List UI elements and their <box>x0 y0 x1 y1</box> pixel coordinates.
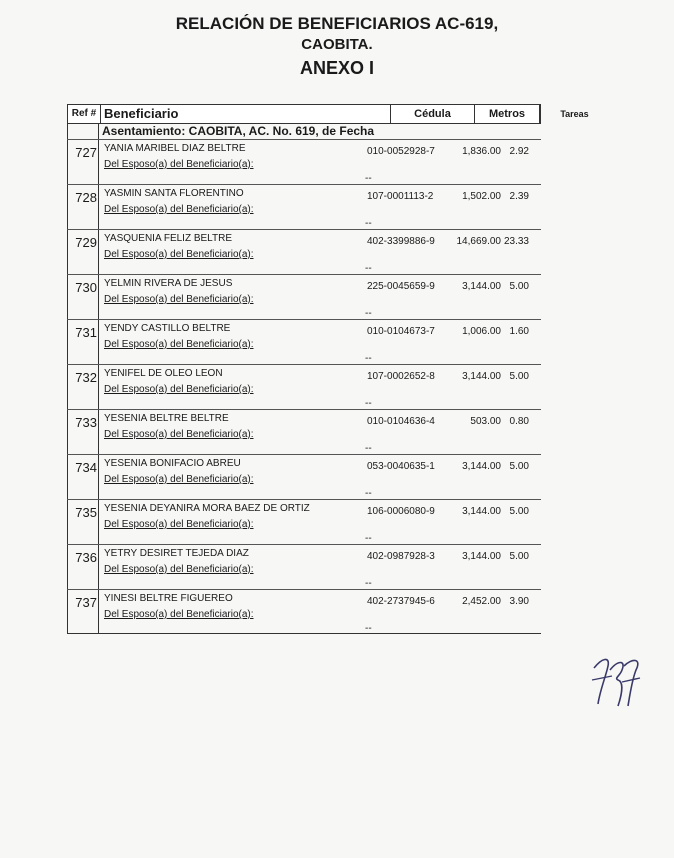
beneficiary-name: YENIFEL DE OLEO LEON <box>104 368 223 379</box>
cedula-value: 402-2737945-6 <box>367 596 435 607</box>
table-row <box>67 544 541 589</box>
spouse-label: Del Esposo(a) del Beneficiario(a): <box>104 339 254 350</box>
spouse-label: Del Esposo(a) del Beneficiario(a): <box>104 474 254 485</box>
metros-value: 1,006.00 <box>462 326 501 337</box>
beneficiary-name: YANIA MARIBEL DIAZ BELTRE <box>104 143 246 154</box>
row-ref-number: 736 <box>75 550 97 565</box>
tareas-value: 5.00 <box>509 551 529 562</box>
beneficiary-name: YESENIA BELTRE BELTRE <box>104 413 229 424</box>
spouse-value: -- <box>365 218 372 229</box>
cedula-value: 402-3399886-9 <box>367 236 435 247</box>
cedula-value: 402-0987928-3 <box>367 551 435 562</box>
row-ref-number: 730 <box>75 280 97 295</box>
row-separator <box>67 409 541 410</box>
row-ref-number: 727 <box>75 145 97 160</box>
cedula-value: 107-0002652-8 <box>367 371 435 382</box>
row-separator <box>67 454 541 455</box>
row-separator <box>67 589 541 590</box>
row-ref-number: 737 <box>75 595 97 610</box>
tareas-value: 5.00 <box>509 506 529 517</box>
beneficiary-name: YESENIA DEYANIRA MORA BAEZ DE ORTIZ <box>104 503 310 514</box>
row-ref-number: 735 <box>75 505 97 520</box>
spouse-value: -- <box>365 578 372 589</box>
spouse-value: -- <box>365 308 372 319</box>
document-title: RELACIÓN DE BENEFICIARIOS AC-619, <box>175 14 499 33</box>
col-header-beneficiario: Beneficiario <box>100 105 390 123</box>
row-ref-number: 733 <box>75 415 97 430</box>
row-separator <box>67 319 541 320</box>
spouse-label: Del Esposo(a) del Beneficiario(a): <box>104 204 254 215</box>
row-separator <box>67 499 541 500</box>
cedula-value: 053-0040635-1 <box>367 461 435 472</box>
spouse-value: -- <box>365 443 372 454</box>
col-header-tareas: Tareas <box>539 105 609 123</box>
annex-title: ANEXO I <box>299 58 374 78</box>
tareas-value: 0.80 <box>509 416 529 427</box>
table-row <box>67 364 541 409</box>
spouse-label: Del Esposo(a) del Beneficiario(a): <box>104 384 254 395</box>
beneficiary-name: YASQUENIA FELIZ BELTRE <box>104 233 232 244</box>
table-row <box>67 229 541 274</box>
spouse-value: -- <box>365 353 372 364</box>
tareas-value: 2.39 <box>509 191 529 202</box>
spouse-label: Del Esposo(a) del Beneficiario(a): <box>104 429 254 440</box>
metros-value: 3,144.00 <box>462 281 501 292</box>
beneficiary-name: YETRY DESIRET TEJEDA DIAZ <box>104 548 249 559</box>
metros-value: 14,669.00 <box>456 236 501 247</box>
spouse-value: -- <box>365 488 372 499</box>
spouse-value: -- <box>365 398 372 409</box>
cedula-value: 010-0052928-7 <box>367 146 435 157</box>
spouse-value: -- <box>365 263 372 274</box>
metros-value: 3,144.00 <box>462 371 501 382</box>
row-separator <box>67 544 541 545</box>
settlement-group-label: Asentamiento: CAOBITA, AC. No. 619, de Fecha <box>102 124 375 138</box>
table-row <box>67 454 541 499</box>
spouse-value: -- <box>365 533 372 544</box>
row-separator <box>67 229 541 230</box>
beneficiary-name: YESENIA BONIFACIO ABREU <box>104 458 241 469</box>
metros-value: 503.00 <box>470 416 501 427</box>
row-separator <box>67 139 541 140</box>
metros-value: 3,144.00 <box>462 506 501 517</box>
spouse-value: -- <box>365 623 372 634</box>
col-header-metros: Metros <box>474 105 539 123</box>
metros-value: 1,836.00 <box>462 146 501 157</box>
cedula-value: 225-0045659-9 <box>367 281 435 292</box>
spouse-value: -- <box>365 173 372 184</box>
beneficiary-name: YENDY CASTILLO BELTRE <box>104 323 231 334</box>
cedula-value: 010-0104673-7 <box>367 326 435 337</box>
table-header <box>67 104 589 124</box>
cedula-value: 107-0001113-2 <box>367 191 434 202</box>
col-header-cedula: Cédula <box>390 105 474 123</box>
metros-value: 3,144.00 <box>462 551 501 562</box>
spouse-label: Del Esposo(a) del Beneficiario(a): <box>104 519 254 530</box>
metros-value: 1,502.00 <box>462 191 501 202</box>
tareas-value: 2.92 <box>509 146 529 157</box>
spouse-label: Del Esposo(a) del Beneficiario(a): <box>104 159 254 170</box>
table-row <box>67 319 541 364</box>
table-row <box>67 499 541 544</box>
spouse-label: Del Esposo(a) del Beneficiario(a): <box>104 249 254 260</box>
table-row <box>67 184 541 229</box>
col-header-ref: Ref # <box>71 108 97 119</box>
metros-value: 3,144.00 <box>462 461 501 472</box>
table-row <box>67 409 541 454</box>
document-subtitle: CAOBITA. <box>301 36 373 53</box>
beneficiary-name: YELMIN RIVERA DE JESUS <box>104 278 233 289</box>
row-ref-number: 732 <box>75 370 97 385</box>
metros-value: 2,452.00 <box>462 596 501 607</box>
handwritten-initials-signature <box>588 650 644 710</box>
tareas-value: 23.33 <box>503 236 529 247</box>
tareas-value: 1.60 <box>509 326 529 337</box>
beneficiary-name: YINESI BELTRE FIGUEREO <box>104 593 233 604</box>
spouse-label: Del Esposo(a) del Beneficiario(a): <box>104 564 254 575</box>
cedula-value: 106-0006080-9 <box>367 506 435 517</box>
table-row <box>67 589 541 634</box>
table-row <box>67 274 541 319</box>
row-ref-number: 731 <box>75 325 97 340</box>
tareas-value: 3.90 <box>509 596 529 607</box>
row-separator <box>67 274 541 275</box>
cedula-value: 010-0104636-4 <box>367 416 435 427</box>
spouse-label: Del Esposo(a) del Beneficiario(a): <box>104 609 254 620</box>
table-row <box>67 139 541 184</box>
row-separator <box>67 184 541 185</box>
tareas-value: 5.00 <box>509 281 529 292</box>
row-ref-number: 734 <box>75 460 97 475</box>
row-ref-number: 729 <box>75 235 97 250</box>
tareas-value: 5.00 <box>509 371 529 382</box>
spouse-label: Del Esposo(a) del Beneficiario(a): <box>104 294 254 305</box>
row-ref-number: 728 <box>75 190 97 205</box>
beneficiary-name: YASMIN SANTA FLORENTINO <box>104 188 244 199</box>
tareas-value: 5.00 <box>509 461 529 472</box>
row-separator <box>67 364 541 365</box>
